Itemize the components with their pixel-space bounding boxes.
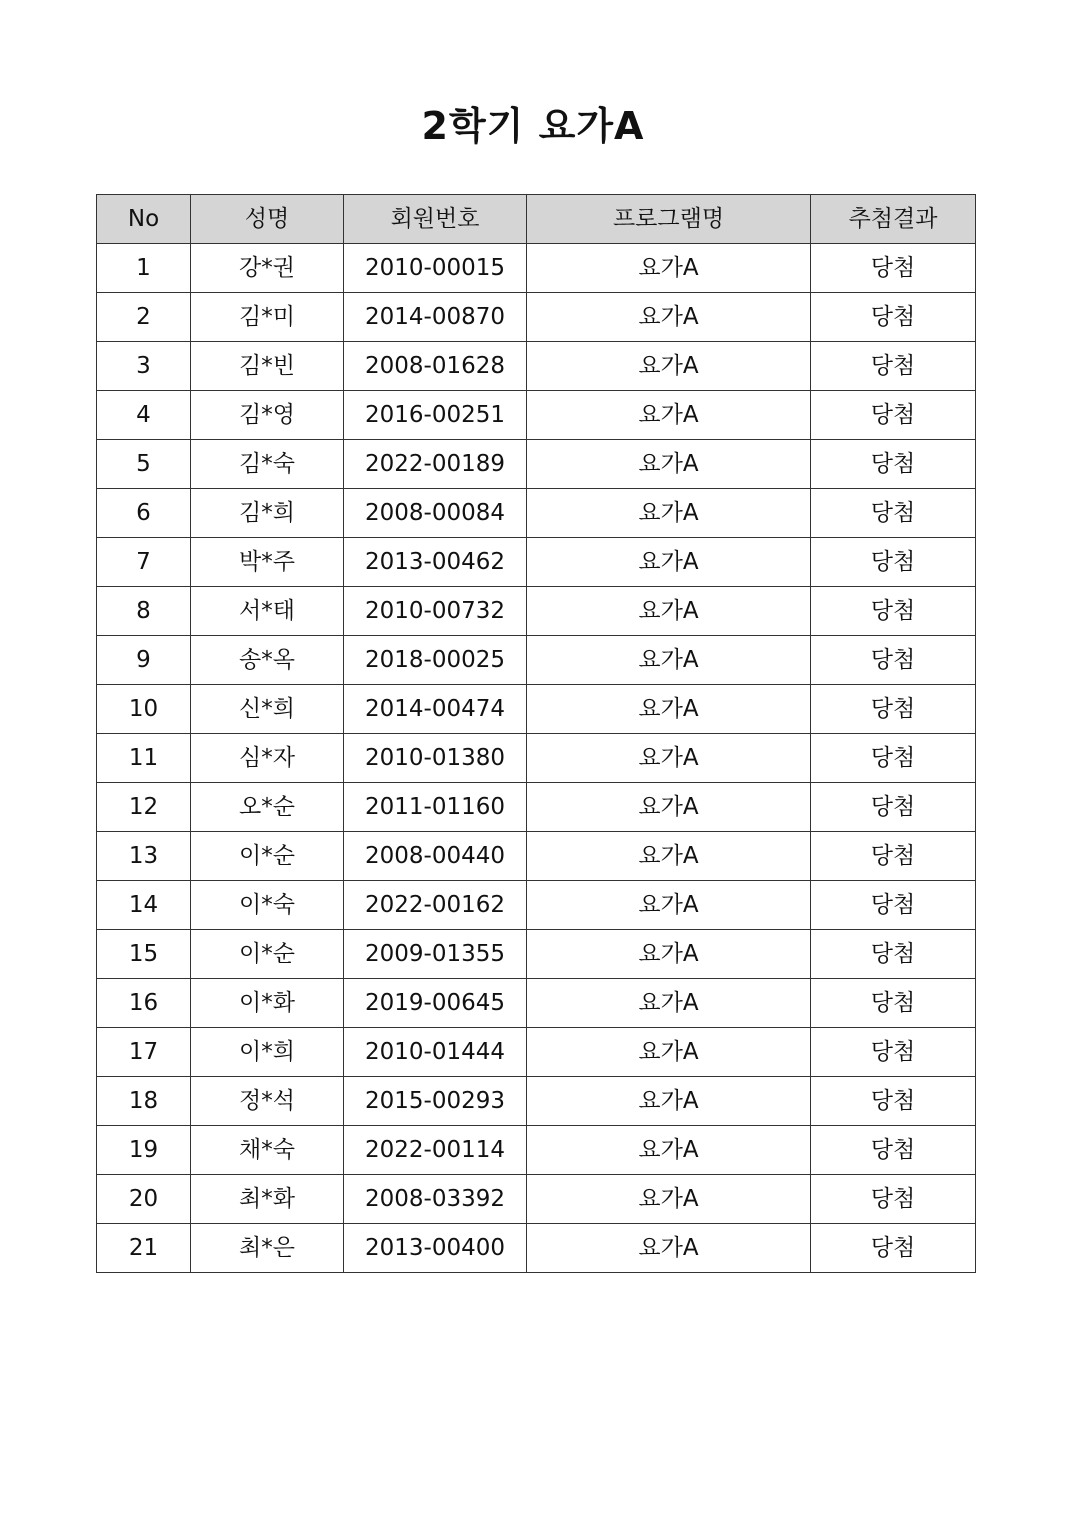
table-row [97,783,976,832]
page-title: 2학기 요가A [421,104,645,148]
cell-draw-result: 당첨 [811,734,976,783]
cell-no: 11 [97,734,191,783]
cell-program-name: 요가A [527,244,811,293]
cell-member-number: 2022-00114 [344,1126,527,1175]
table-row [97,489,976,538]
cell-program-name: 요가A [527,440,811,489]
table-row [97,440,976,489]
cell-draw-result: 당첨 [811,440,976,489]
cell-member-number: 2018-00025 [344,636,527,685]
cell-program-name: 요가A [527,832,811,881]
table-body [97,244,976,1273]
cell-member-number: 2009-01355 [344,930,527,979]
cell-draw-result: 당첨 [811,244,976,293]
cell-draw-result: 당첨 [811,636,976,685]
cell-no: 10 [97,685,191,734]
cell-name: 김*미 [191,293,344,342]
table-row [97,538,976,587]
table-row [97,832,976,881]
cell-no: 16 [97,979,191,1028]
cell-program-name: 요가A [527,930,811,979]
cell-name: 김*희 [191,489,344,538]
cell-program-name: 요가A [527,979,811,1028]
table-row [97,930,976,979]
table-row [97,636,976,685]
cell-member-number: 2015-00293 [344,1077,527,1126]
table-row [97,587,976,636]
cell-name: 이*숙 [191,881,344,930]
cell-program-name: 요가A [527,1077,811,1126]
cell-no: 4 [97,391,191,440]
table-row [97,1175,976,1224]
table-row [97,685,976,734]
column-header-member-number: 회원번호 [344,195,527,244]
cell-member-number: 2008-03392 [344,1175,527,1224]
header-row [97,195,976,244]
cell-program-name: 요가A [527,685,811,734]
cell-draw-result: 당첨 [811,293,976,342]
cell-draw-result: 당첨 [811,489,976,538]
cell-member-number: 2011-01160 [344,783,527,832]
cell-draw-result: 당첨 [811,1175,976,1224]
cell-no: 8 [97,587,191,636]
cell-program-name: 요가A [527,636,811,685]
cell-no: 3 [97,342,191,391]
cell-draw-result: 당첨 [811,979,976,1028]
lottery-results-table [96,194,976,1273]
cell-name: 이*순 [191,832,344,881]
column-header-no: No [97,195,191,244]
cell-draw-result: 당첨 [811,538,976,587]
cell-draw-result: 당첨 [811,391,976,440]
cell-program-name: 요가A [527,1126,811,1175]
cell-draw-result: 당첨 [811,832,976,881]
cell-draw-result: 당첨 [811,1126,976,1175]
cell-draw-result: 당첨 [811,1224,976,1273]
cell-draw-result: 당첨 [811,685,976,734]
cell-name: 이*순 [191,930,344,979]
table-row [97,391,976,440]
cell-member-number: 2008-01628 [344,342,527,391]
cell-member-number: 2010-01380 [344,734,527,783]
table-row [97,244,976,293]
cell-name: 채*숙 [191,1126,344,1175]
cell-no: 2 [97,293,191,342]
cell-member-number: 2010-00732 [344,587,527,636]
cell-draw-result: 당첨 [811,587,976,636]
cell-program-name: 요가A [527,587,811,636]
cell-no: 14 [97,881,191,930]
cell-no: 20 [97,1175,191,1224]
cell-draw-result: 당첨 [811,1028,976,1077]
cell-program-name: 요가A [527,489,811,538]
table-row [97,734,976,783]
cell-name: 서*태 [191,587,344,636]
cell-program-name: 요가A [527,1224,811,1273]
cell-no: 15 [97,930,191,979]
cell-name: 최*화 [191,1175,344,1224]
cell-program-name: 요가A [527,1028,811,1077]
cell-program-name: 요가A [527,881,811,930]
cell-name: 이*화 [191,979,344,1028]
cell-program-name: 요가A [527,293,811,342]
cell-name: 김*영 [191,391,344,440]
table-row [97,979,976,1028]
cell-no: 21 [97,1224,191,1273]
cell-no: 5 [97,440,191,489]
cell-name: 오*순 [191,783,344,832]
cell-draw-result: 당첨 [811,342,976,391]
cell-member-number: 2008-00084 [344,489,527,538]
cell-no: 9 [97,636,191,685]
cell-draw-result: 당첨 [811,783,976,832]
cell-no: 7 [97,538,191,587]
cell-member-number: 2013-00400 [344,1224,527,1273]
cell-name: 이*희 [191,1028,344,1077]
cell-name: 박*주 [191,538,344,587]
cell-member-number: 2022-00162 [344,881,527,930]
cell-member-number: 2019-00645 [344,979,527,1028]
cell-name: 신*희 [191,685,344,734]
cell-name: 송*옥 [191,636,344,685]
cell-member-number: 2010-01444 [344,1028,527,1077]
cell-member-number: 2016-00251 [344,391,527,440]
cell-member-number: 2022-00189 [344,440,527,489]
cell-name: 김*빈 [191,342,344,391]
cell-no: 6 [97,489,191,538]
cell-program-name: 요가A [527,391,811,440]
cell-program-name: 요가A [527,342,811,391]
cell-member-number: 2008-00440 [344,832,527,881]
cell-no: 12 [97,783,191,832]
cell-member-number: 2010-00015 [344,244,527,293]
cell-name: 정*석 [191,1077,344,1126]
cell-no: 13 [97,832,191,881]
cell-member-number: 2014-00474 [344,685,527,734]
table-row [97,342,976,391]
cell-no: 19 [97,1126,191,1175]
cell-member-number: 2013-00462 [344,538,527,587]
cell-name: 최*은 [191,1224,344,1273]
cell-program-name: 요가A [527,783,811,832]
cell-program-name: 요가A [527,1175,811,1224]
cell-draw-result: 당첨 [811,881,976,930]
cell-member-number: 2014-00870 [344,293,527,342]
cell-name: 강*권 [191,244,344,293]
cell-no: 17 [97,1028,191,1077]
table-row [97,1028,976,1077]
table-row [97,881,976,930]
cell-program-name: 요가A [527,734,811,783]
column-header-program-name: 프로그램명 [527,195,811,244]
table-row [97,1077,976,1126]
column-header-draw-result: 추첨결과 [811,195,976,244]
cell-draw-result: 당첨 [811,930,976,979]
table-row [97,293,976,342]
column-header-name: 성명 [191,195,344,244]
cell-name: 심*자 [191,734,344,783]
table-row [97,1126,976,1175]
cell-no: 1 [97,244,191,293]
cell-draw-result: 당첨 [811,1077,976,1126]
table-header [97,195,976,244]
cell-program-name: 요가A [527,538,811,587]
table-row [97,1224,976,1273]
cell-name: 김*숙 [191,440,344,489]
cell-no: 18 [97,1077,191,1126]
